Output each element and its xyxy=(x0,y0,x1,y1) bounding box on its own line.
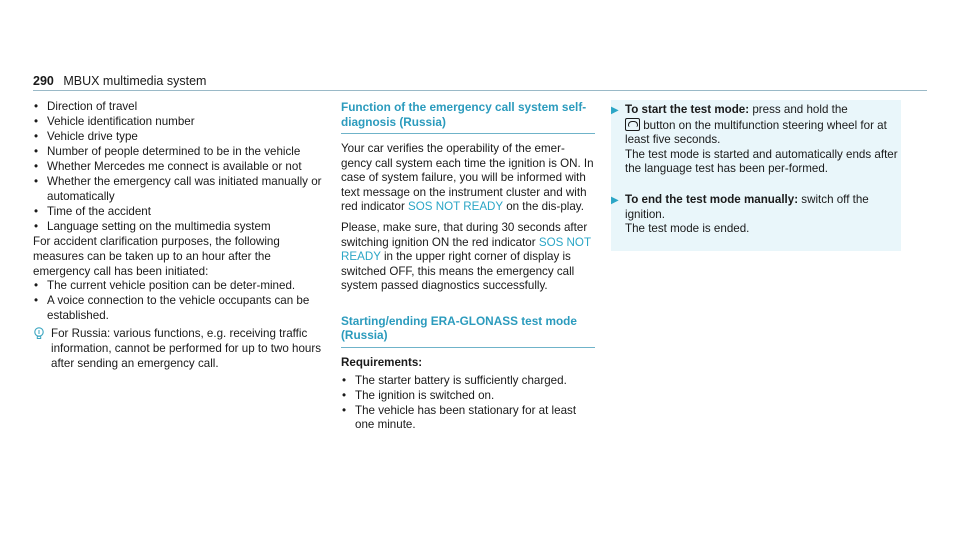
info-note xyxy=(33,327,325,371)
section-divider xyxy=(341,133,595,134)
sos-not-ready-indicator: SOS NOT READY xyxy=(408,200,503,214)
measures-list xyxy=(33,279,325,323)
section-title-test-mode: Starting/ending ERA-GLONASS test mode (Russia) xyxy=(341,313,577,343)
text-run: press and hold the xyxy=(749,103,848,116)
text-run: in the upper right corner of display is switched OFF, this means the emergency call system passed diagnostics successfully. xyxy=(341,250,575,293)
text-run: button on the multifunction steering wheel for at least five seconds. xyxy=(625,118,887,147)
section-title-self-diagnosis: Function of the emergency call system self-diagnosis (Russia) xyxy=(341,100,587,129)
page-header-title: MBUX multimedia system xyxy=(63,74,207,88)
step-label: To start the test mode: xyxy=(625,103,750,116)
list-item: • Time of the accident xyxy=(33,205,325,220)
text-run: Your car verifies the operability of the emer-gency call system each time the ignition is ON. In case of system failure, you will be informed with text message on the instrument cluster and with red indicator xyxy=(341,142,594,214)
list-item: • A voice connection to the vehicle occupants can be established. xyxy=(33,294,325,323)
self-diagnosis-paragraph xyxy=(341,142,595,215)
info-icon xyxy=(33,327,45,344)
list-item: • Whether Mercedes me connect is available or not xyxy=(33,160,325,175)
list-item: • Vehicle drive type xyxy=(33,130,325,145)
step-arrow-icon: ▶ xyxy=(611,105,619,116)
step-result: The test mode is ended. xyxy=(625,222,750,236)
text-run: switch off the ignition. xyxy=(625,192,869,221)
requirements-list xyxy=(341,374,595,433)
column-right xyxy=(611,100,901,251)
list-item: • Language setting on the multimedia system xyxy=(33,220,325,235)
note-text: For Russia: various functions, e.g. receiving traffic information, cannot be performed for up to two hours after sending an emergency call. xyxy=(51,327,322,370)
column-middle xyxy=(341,100,595,433)
requirements-label: Requirements: xyxy=(341,355,423,369)
page-header xyxy=(33,74,206,89)
list-item: • Vehicle identification number xyxy=(33,115,325,130)
list-item: • The vehicle has been stationary for at least one minute. xyxy=(341,404,595,433)
measures-paragraph: For accident clarification purposes, the following measures can be taken up to an hour after the emergency call has been initiated: xyxy=(33,235,280,278)
list-item: • Whether the emergency call was initiated manually or automatically xyxy=(33,175,325,204)
sos-not-ready-indicator: SOS NOT READY xyxy=(341,235,591,264)
text-run: Please, make sure, that during 30 seconds after switching ignition ON the red indicator xyxy=(341,220,588,249)
step-end-test-mode xyxy=(611,193,901,237)
list-item: • Direction of travel xyxy=(33,100,325,115)
list-item: • The starter battery is sufficiently charged. xyxy=(341,374,595,389)
step-arrow-icon: ▶ xyxy=(611,194,619,206)
step-result: The test mode is started and automatically ends after the language test has been per-formed. xyxy=(625,147,898,176)
step-label: To end the test mode manually: xyxy=(625,192,799,206)
steering-wheel-button-icon xyxy=(625,118,640,131)
list-item: • Number of people determined to be in the vehicle xyxy=(33,145,325,160)
diagnostics-check-paragraph xyxy=(341,221,595,294)
list-item: • The ignition is switched on. xyxy=(341,389,595,404)
step-start-test-mode xyxy=(611,103,901,177)
page-number: 290 xyxy=(33,74,54,88)
text-run: on the dis-play. xyxy=(502,200,584,214)
section-divider xyxy=(341,347,595,348)
header-divider xyxy=(33,90,927,91)
instruction-steps xyxy=(611,100,901,251)
column-left xyxy=(33,100,325,371)
list-item: • The current vehicle position can be deter-mined. xyxy=(33,279,325,294)
data-transmitted-list xyxy=(33,100,325,235)
